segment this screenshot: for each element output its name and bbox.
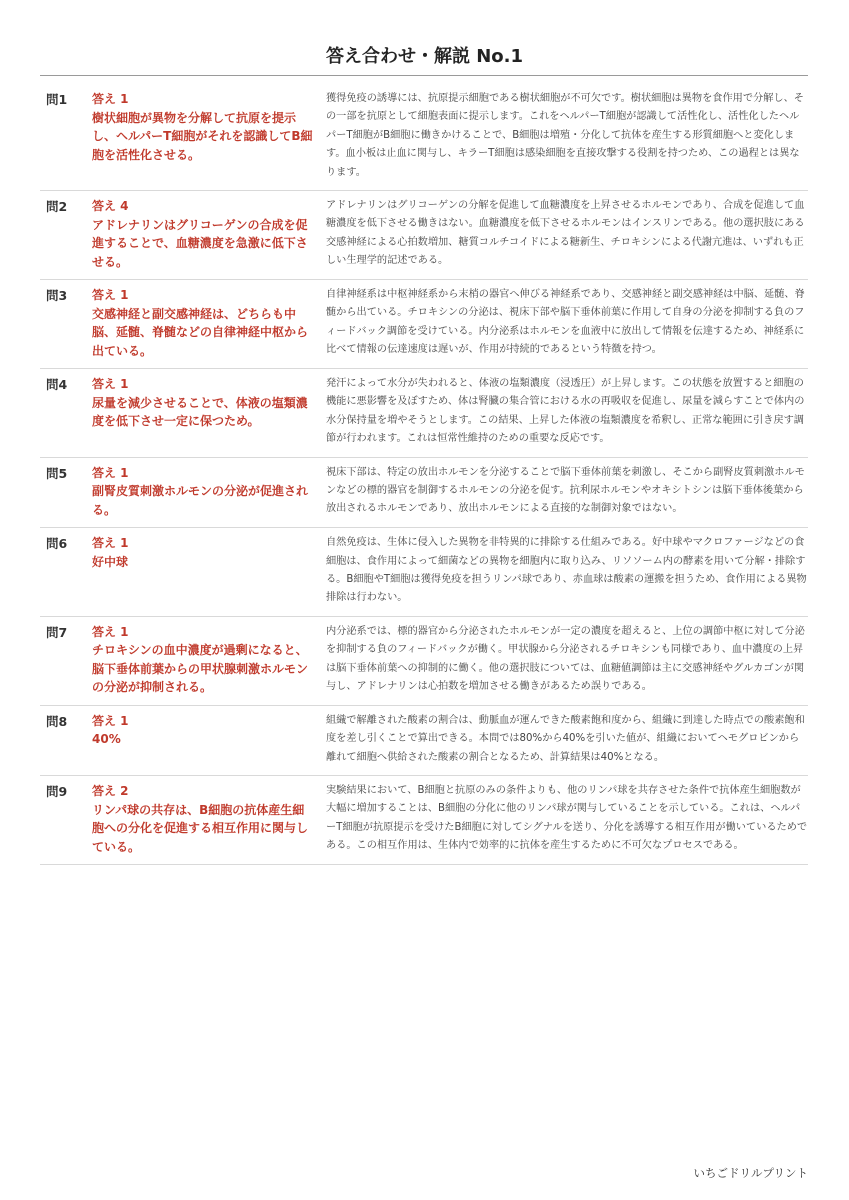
- answer-block: [92, 534, 320, 608]
- answer-block: [92, 90, 320, 182]
- answer-text: アドレナリンはグリコーゲンの合成を促進することで、血糖濃度を急激に低下させる。: [92, 217, 308, 269]
- answer-choice: 答え 1: [92, 713, 129, 728]
- question-number: 問9: [46, 784, 68, 799]
- answer-text: 交感神経と副交感神経は、どちらも中脳、延髄、脊髄などの自律神経中枢から出ている。: [92, 306, 309, 358]
- answer-text: 好中球: [92, 554, 129, 569]
- answer-choice: 答え 2: [92, 784, 129, 798]
- question-number: 問5: [46, 465, 68, 481]
- answer-text: 40%: [92, 732, 121, 747]
- explanation-text: アドレナリンはグリコーゲンの分解を促進して血糖濃度を上昇させるホルモンであり、合成を促進して血糖濃度を低下させる働きはない。血糖濃度を低下させるホルモンはインスリンである。他の選択肢にある交感神経による心拍数増加、糖質コルチコイドによる糖新生、チロキシンによる代謝亢進は、いずれも正しい生理学的記述である。: [326, 200, 805, 267]
- question-number: 問8: [46, 713, 68, 729]
- question-number: 問6: [46, 536, 68, 552]
- answer-choice: 答え 1: [92, 465, 129, 480]
- answer-text: 尿量を減少させることで、体液の塩類濃度を低下させ一定に保つため。: [92, 395, 308, 429]
- explanation-text: 内分泌系では、標的器官から分泌されたホルモンが一定の濃度を超えると、上位の調節中枢に対して分泌を抑制する負のフィードバックが働く。甲状腺から分泌されるチロキシンも同様であり、血中濃度の上昇は脳下垂体前葉への抑制的に働く。他の選択肢については、血糖値調節は主に交感神経やグルカゴンが関与し、アドレナリンは心拍数を増加させる働きがあるため誤りである。: [326, 625, 805, 692]
- question-number: 問1: [46, 92, 68, 107]
- question-number: 問7: [46, 624, 68, 640]
- question-number: 問3: [46, 288, 68, 304]
- answer-row: [40, 280, 808, 369]
- answer-block: [92, 782, 320, 856]
- explanation-text: 実験結果において、B細胞と抗原のみの条件よりも、他のリンパ球を共存させた条件で抗体産生細胞数が大幅に増加することは、B細胞の分化に他のリンパ球が関与していることを示している。これは、ヘルパーT細胞が抗原提示を受けたB細胞に対してシグナルを送り、分化を誘導する相互作用が働いているためである。この相互作用は、生体内で効率的に抗体を産生するために不可欠なプロセスである。: [326, 785, 808, 852]
- answer-block: [92, 375, 320, 449]
- explanation-text: 獲得免疫の誘導には、抗原提示細胞である樹状細胞が不可欠です。樹状細胞は異物を食作用で分解し、その一部を抗原として細胞表面に提示します。これをヘルパーT細胞が認識して活性化し、活性化したヘルパーT細胞がB細胞に働きかけることで、B細胞は増殖・分化して抗体を産生する形質細胞へと変化します。血小板は止血に関与し、キラーT細胞は感染細胞を直接攻撃する役割を持つため、この過程とは異なります。: [326, 93, 804, 178]
- answer-choice: 答え 4: [92, 199, 129, 214]
- question-number: 問4: [46, 377, 68, 393]
- answer-choice: 答え 1: [92, 536, 129, 551]
- explanation-text: 発汗によって水分が失われると、体液の塩類濃度（浸透圧）が上昇します。この状態を放置すると細胞の機能に悪影響を及ぼすため、体は腎臓の集合管における水の再吸収を促進し、尿量を減らすことで体内の水分保持量を増やそうとします。この結果、上昇した体液の塩類濃度を希釈し、正常な範囲に引き戻す調節が行われます。これは恒常性維持のための重要な反応です。: [326, 378, 805, 445]
- answer-block: [92, 197, 320, 271]
- title-divider: [40, 75, 808, 76]
- answer-choice: 答え 1: [92, 624, 129, 639]
- answer-block: [92, 623, 320, 697]
- question-number: 問2: [46, 199, 68, 215]
- footer-credit: いちごドリルプリント: [693, 1166, 808, 1180]
- answer-row: [40, 706, 808, 776]
- answer-text: 樹状細胞が異物を分解して抗原を提示し、ヘルパーT細胞がそれを認識してB細胞を活性化させる。: [92, 110, 313, 162]
- explanation-text: 自然免疫は、生体に侵入した異物を非特異的に排除する仕組みである。好中球やマクロファージなどの食細胞は、食作用によって細菌などの異物を細胞内に取り込み、リソソーム内の酵素を用いて分解・排除する。B細胞やT細胞は獲得免疫を担うリンパ球であり、赤血球は酸素の運搬を担うため、食作用による異物排除は行わない。: [326, 537, 807, 604]
- answer-row: [40, 528, 808, 617]
- answer-block: [92, 712, 320, 767]
- page-title: 答え合わせ・解説 No.1: [325, 46, 524, 67]
- explanation-text: 視床下部は、特定の放出ホルモンを分泌することで脳下垂体前葉を刺激し、そこから副腎皮質刺激ホルモンなどの標的器官を制御するホルモンの分泌を促す。抗利尿ホルモンやオキシトシンは脳下垂体後葉から放出されるホルモンであり、放出ホルモンによる直接的な制御対象ではない。: [326, 466, 805, 515]
- answer-text: 副腎皮質刺激ホルモンの分泌が促進される。: [92, 484, 309, 517]
- answer-row: [40, 458, 808, 529]
- answer-choice: 答え 1: [92, 377, 129, 392]
- answer-choice: 答え 1: [92, 288, 129, 303]
- explanation-text: 組織で解離された酸素の割合は、動脈血が運んできた酸素飽和度から、組織に到達した時点での酸素飽和度を差し引くことで算出できる。本問では80%から40%を引いた値が、組織においてヘモグロビンから離れて細胞へ供給された酸素の割合となるため、計算結果は40%となる。: [326, 714, 805, 763]
- answer-text: リンパ球の共存は、B細胞の抗体産生細胞への分化を促進する相互作用に関与している。: [92, 802, 309, 854]
- answer-row: [40, 776, 808, 865]
- answer-row: [40, 369, 808, 458]
- answer-row: [40, 617, 808, 706]
- answer-block: [92, 286, 320, 360]
- answer-block: [92, 464, 320, 520]
- answer-row: [40, 191, 808, 280]
- answer-choice: 答え 1: [92, 92, 129, 106]
- answer-row: [40, 84, 808, 191]
- explanation-text: 自律神経系は中枢神経系から末梢の器官へ伸びる神経系であり、交感神経と副交感神経は中脳、延髄、脊髄から出ている。チロキシンの分泌は、視床下部や脳下垂体前葉に作用して自身の分泌を抑制する負のフィードバック調節を受けている。内分泌系はホルモンを血液中に放出して情報を伝達するため、神経系に比べて情報の伝達速度は遅いが、作用が持続的であるという特徴を持つ。: [326, 289, 805, 356]
- answer-list: [40, 84, 808, 865]
- answer-text: チロキシンの血中濃度が過剰になると、脳下垂体前葉からの甲状腺刺激ホルモンの分泌が抑制される。: [92, 643, 309, 695]
